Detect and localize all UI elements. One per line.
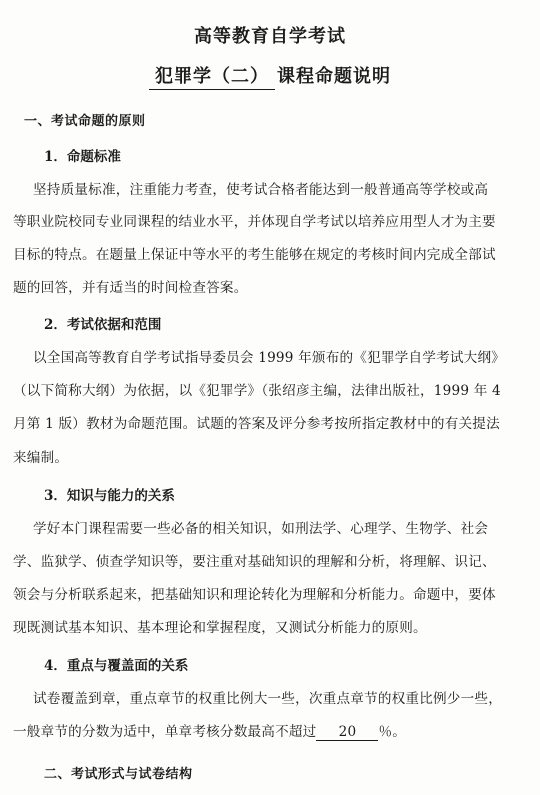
document-title: 高等教育自学考试 [194, 26, 346, 47]
paragraph-line: 学、监狱学、侦查学知识等，要注重对基础知识的理解和分析，将理解、识记、 [13, 554, 496, 570]
course-name: 犯罪学（二） [149, 62, 275, 90]
document-subtitle [0, 62, 540, 90]
subsection-heading-3: 3．知识与能力的关系 [44, 488, 175, 504]
paragraph-line: 月第 1 版）教材为命题范围。试题的答案及评分参考按所指定教材中的有关提法 [13, 416, 500, 432]
paragraph-line: 学好本门课程需要一些必备的相关知识，如刑法学、心理学、生物学、社会 [33, 521, 489, 537]
paragraph-line: 现既测试基本知识、基本理论和掌握程度，又测试分析能力的原则。 [13, 620, 427, 636]
subtitle-rest: 课程命题说明 [277, 66, 391, 87]
paragraph-text: ％。 [378, 724, 407, 740]
paragraph-line: 试卷覆盖到章，重点章节的权重比例大一些，次重点章节的权重比例少一些， [33, 691, 502, 707]
paragraph-line: 坚持质量标准，注重能力考查，使考试合格者能达到一般普通高等学校或高 [33, 182, 489, 198]
score-limit-value: 20 [316, 724, 378, 741]
section-heading-2: 二、考试形式与试卷结构 [44, 767, 193, 782]
paragraph-text: 一般章节的分数为适中，单章考核分数最高不超过 [13, 724, 317, 740]
paragraph-line: 以全国高等教育自学考试指导委员会 1999 年颁布的《犯罪学自学考试大纲》 [33, 350, 506, 366]
paragraph-line: 领会与分析联系起来，把基础知识和理论转化为理解和分析能力。命题中，要体 [13, 587, 496, 603]
section-heading-1: 一、考试命题的原则 [24, 114, 146, 129]
paragraph-line [13, 720, 406, 741]
paragraph-line: 目标的特点。在题量上保证中等水平的考生能够在规定的考核时间内完成全部试 [13, 247, 496, 263]
subsection-heading-2: 2．考试依据和范围 [44, 317, 162, 333]
paragraph-line: 来编制。 [13, 450, 69, 466]
subsection-heading-4: 4．重点与覆盖面的关系 [44, 658, 189, 674]
paragraph-line: （以下简称大纲）为依据，以《犯罪学》（张绍彦主编，法律出版社，1999 年 4 [13, 383, 501, 399]
paragraph-line: 等职业院校同专业同课程的结业水平，并体现自学考试以培养应用型人才为主要 [13, 214, 496, 230]
subsection-heading-1: 1．命题标准 [44, 149, 121, 165]
paragraph-line: 题的回答，并有适当的时间检查答案。 [13, 280, 248, 296]
